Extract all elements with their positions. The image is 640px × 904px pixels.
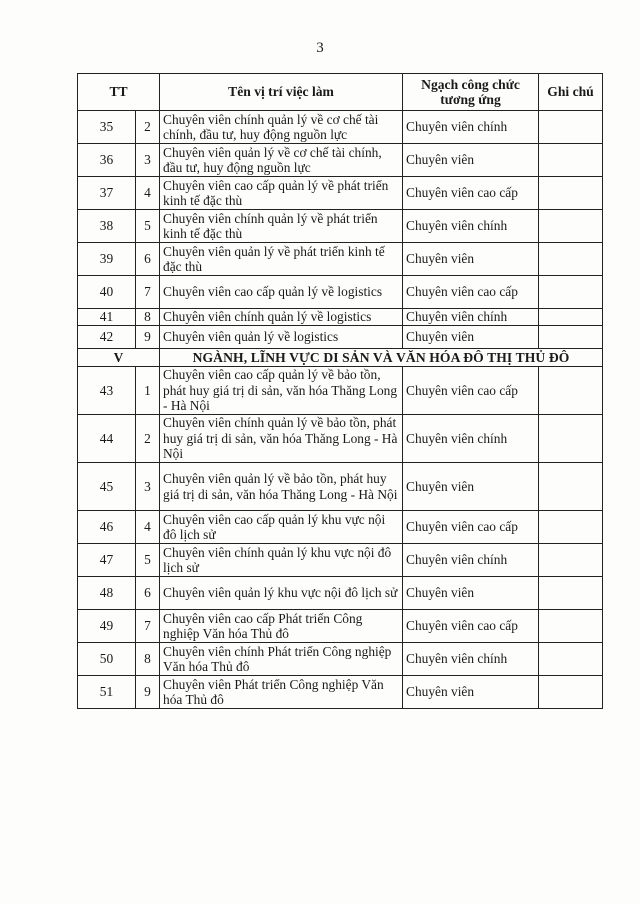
page-number: 3 xyxy=(316,40,324,56)
row-note xyxy=(539,676,603,709)
civil-servant-rank: Chuyên viên xyxy=(403,326,539,349)
row-sub-number: 3 xyxy=(136,144,160,177)
table-body-group-a xyxy=(78,111,603,349)
header-position: Tên vị trí việc làm xyxy=(160,74,403,111)
row-number: 35 xyxy=(78,111,136,144)
position-name: Chuyên viên quản lý khu vực nội đô lịch sử xyxy=(160,577,403,610)
civil-servant-rank: Chuyên viên xyxy=(403,463,539,511)
table-row xyxy=(78,544,603,577)
position-name: Chuyên viên Phát triển Công nghiệp Văn hóa Thủ đô xyxy=(160,676,403,709)
row-sub-number: 9 xyxy=(136,676,160,709)
row-note xyxy=(539,243,603,276)
table-row xyxy=(78,243,603,276)
row-sub-number: 3 xyxy=(136,463,160,511)
position-name: Chuyên viên quản lý về bảo tồn, phát huy giá trị di sản, văn hóa Thăng Long - Hà Nội xyxy=(160,463,403,511)
table-row xyxy=(78,177,603,210)
row-sub-number: 8 xyxy=(136,643,160,676)
table-row xyxy=(78,111,603,144)
row-number: 45 xyxy=(78,463,136,511)
civil-servant-rank: Chuyên viên cao cấp xyxy=(403,276,539,309)
job-position-table xyxy=(77,73,603,709)
row-note xyxy=(539,577,603,610)
row-note xyxy=(539,463,603,511)
row-sub-number: 5 xyxy=(136,210,160,243)
table-body-group-b xyxy=(78,367,603,709)
section-roman: V xyxy=(78,349,160,367)
row-number: 43 xyxy=(78,367,136,415)
row-number: 44 xyxy=(78,415,136,463)
row-note xyxy=(539,210,603,243)
row-number: 36 xyxy=(78,144,136,177)
header-note: Ghi chú xyxy=(539,74,603,111)
row-sub-number: 9 xyxy=(136,326,160,349)
position-name: Chuyên viên chính quản lý về cơ chế tài chính, đầu tư, huy động nguồn lực xyxy=(160,111,403,144)
civil-servant-rank: Chuyên viên xyxy=(403,243,539,276)
civil-servant-rank: Chuyên viên chính xyxy=(403,415,539,463)
position-name: Chuyên viên chính quản lý về phát triển kinh tế đặc thù xyxy=(160,210,403,243)
table-row xyxy=(78,309,603,326)
row-number: 49 xyxy=(78,610,136,643)
row-sub-number: 6 xyxy=(136,577,160,610)
row-number: 47 xyxy=(78,544,136,577)
row-note xyxy=(539,610,603,643)
row-note xyxy=(539,326,603,349)
row-sub-number: 4 xyxy=(136,511,160,544)
position-name: Chuyên viên cao cấp quản lý về bảo tồn, phát huy giá trị di sản, văn hóa Thăng Long - Hà Nội xyxy=(160,367,403,415)
row-note xyxy=(539,276,603,309)
position-name: Chuyên viên cao cấp quản lý về logistics xyxy=(160,276,403,309)
row-number: 51 xyxy=(78,676,136,709)
position-name: Chuyên viên cao cấp Phát triển Công nghiệp Văn hóa Thủ đô xyxy=(160,610,403,643)
position-name: Chuyên viên quản lý về logistics xyxy=(160,326,403,349)
civil-servant-rank: Chuyên viên chính xyxy=(403,210,539,243)
table-row xyxy=(78,415,603,463)
table-row xyxy=(78,463,603,511)
table-row xyxy=(78,577,603,610)
position-name: Chuyên viên chính quản lý khu vực nội đô lịch sử xyxy=(160,544,403,577)
civil-servant-rank: Chuyên viên chính xyxy=(403,111,539,144)
row-note xyxy=(539,643,603,676)
header-tt: TT xyxy=(78,74,160,111)
civil-servant-rank: Chuyên viên cao cấp xyxy=(403,511,539,544)
row-note xyxy=(539,177,603,210)
row-number: 40 xyxy=(78,276,136,309)
row-note xyxy=(539,309,603,326)
table-row xyxy=(78,276,603,309)
row-sub-number: 2 xyxy=(136,111,160,144)
civil-servant-rank: Chuyên viên xyxy=(403,676,539,709)
position-name: Chuyên viên cao cấp quản lý về phát triển kinh tế đặc thù xyxy=(160,177,403,210)
civil-servant-rank: Chuyên viên chính xyxy=(403,643,539,676)
row-note xyxy=(539,544,603,577)
position-name: Chuyên viên cao cấp quản lý khu vực nội đô lịch sử xyxy=(160,511,403,544)
row-note xyxy=(539,415,603,463)
header-rank: Ngạch công chức tương ứng xyxy=(403,74,539,111)
row-sub-number: 5 xyxy=(136,544,160,577)
row-sub-number: 1 xyxy=(136,367,160,415)
civil-servant-rank: Chuyên viên cao cấp xyxy=(403,177,539,210)
civil-servant-rank: Chuyên viên cao cấp xyxy=(403,367,539,415)
row-sub-number: 7 xyxy=(136,276,160,309)
row-note xyxy=(539,111,603,144)
position-name: Chuyên viên chính Phát triển Công nghiệp Văn hóa Thủ đô xyxy=(160,643,403,676)
table-row xyxy=(78,610,603,643)
row-number: 42 xyxy=(78,326,136,349)
civil-servant-rank: Chuyên viên xyxy=(403,144,539,177)
table-row xyxy=(78,367,603,415)
row-number: 38 xyxy=(78,210,136,243)
row-number: 46 xyxy=(78,511,136,544)
table-header-row xyxy=(78,74,603,111)
position-name: Chuyên viên quản lý về cơ chế tài chính, đầu tư, huy động nguồn lực xyxy=(160,144,403,177)
row-sub-number: 6 xyxy=(136,243,160,276)
row-number: 48 xyxy=(78,577,136,610)
position-name: Chuyên viên chính quản lý về bảo tồn, phát huy giá trị di sản, văn hóa Thăng Long - Hà Nội xyxy=(160,415,403,463)
row-sub-number: 8 xyxy=(136,309,160,326)
civil-servant-rank: Chuyên viên chính xyxy=(403,544,539,577)
row-number: 37 xyxy=(78,177,136,210)
position-name: Chuyên viên quản lý về phát triển kinh tế đặc thù xyxy=(160,243,403,276)
row-sub-number: 7 xyxy=(136,610,160,643)
table-row xyxy=(78,144,603,177)
table-row xyxy=(78,643,603,676)
row-sub-number: 2 xyxy=(136,415,160,463)
table-body-section xyxy=(78,349,603,367)
row-number: 41 xyxy=(78,309,136,326)
row-note xyxy=(539,144,603,177)
table-row xyxy=(78,210,603,243)
table-row xyxy=(78,326,603,349)
table-row xyxy=(78,511,603,544)
civil-servant-rank: Chuyên viên cao cấp xyxy=(403,610,539,643)
row-number: 50 xyxy=(78,643,136,676)
row-sub-number: 4 xyxy=(136,177,160,210)
row-number: 39 xyxy=(78,243,136,276)
section-row xyxy=(78,349,603,367)
civil-servant-rank: Chuyên viên xyxy=(403,577,539,610)
table-row xyxy=(78,676,603,709)
row-note xyxy=(539,367,603,415)
civil-servant-rank: Chuyên viên chính xyxy=(403,309,539,326)
row-note xyxy=(539,511,603,544)
position-name: Chuyên viên chính quản lý về logistics xyxy=(160,309,403,326)
section-title: NGÀNH, LĨNH VỰC DI SẢN VÀ VĂN HÓA ĐÔ THỊ THỦ ĐÔ xyxy=(160,349,603,367)
